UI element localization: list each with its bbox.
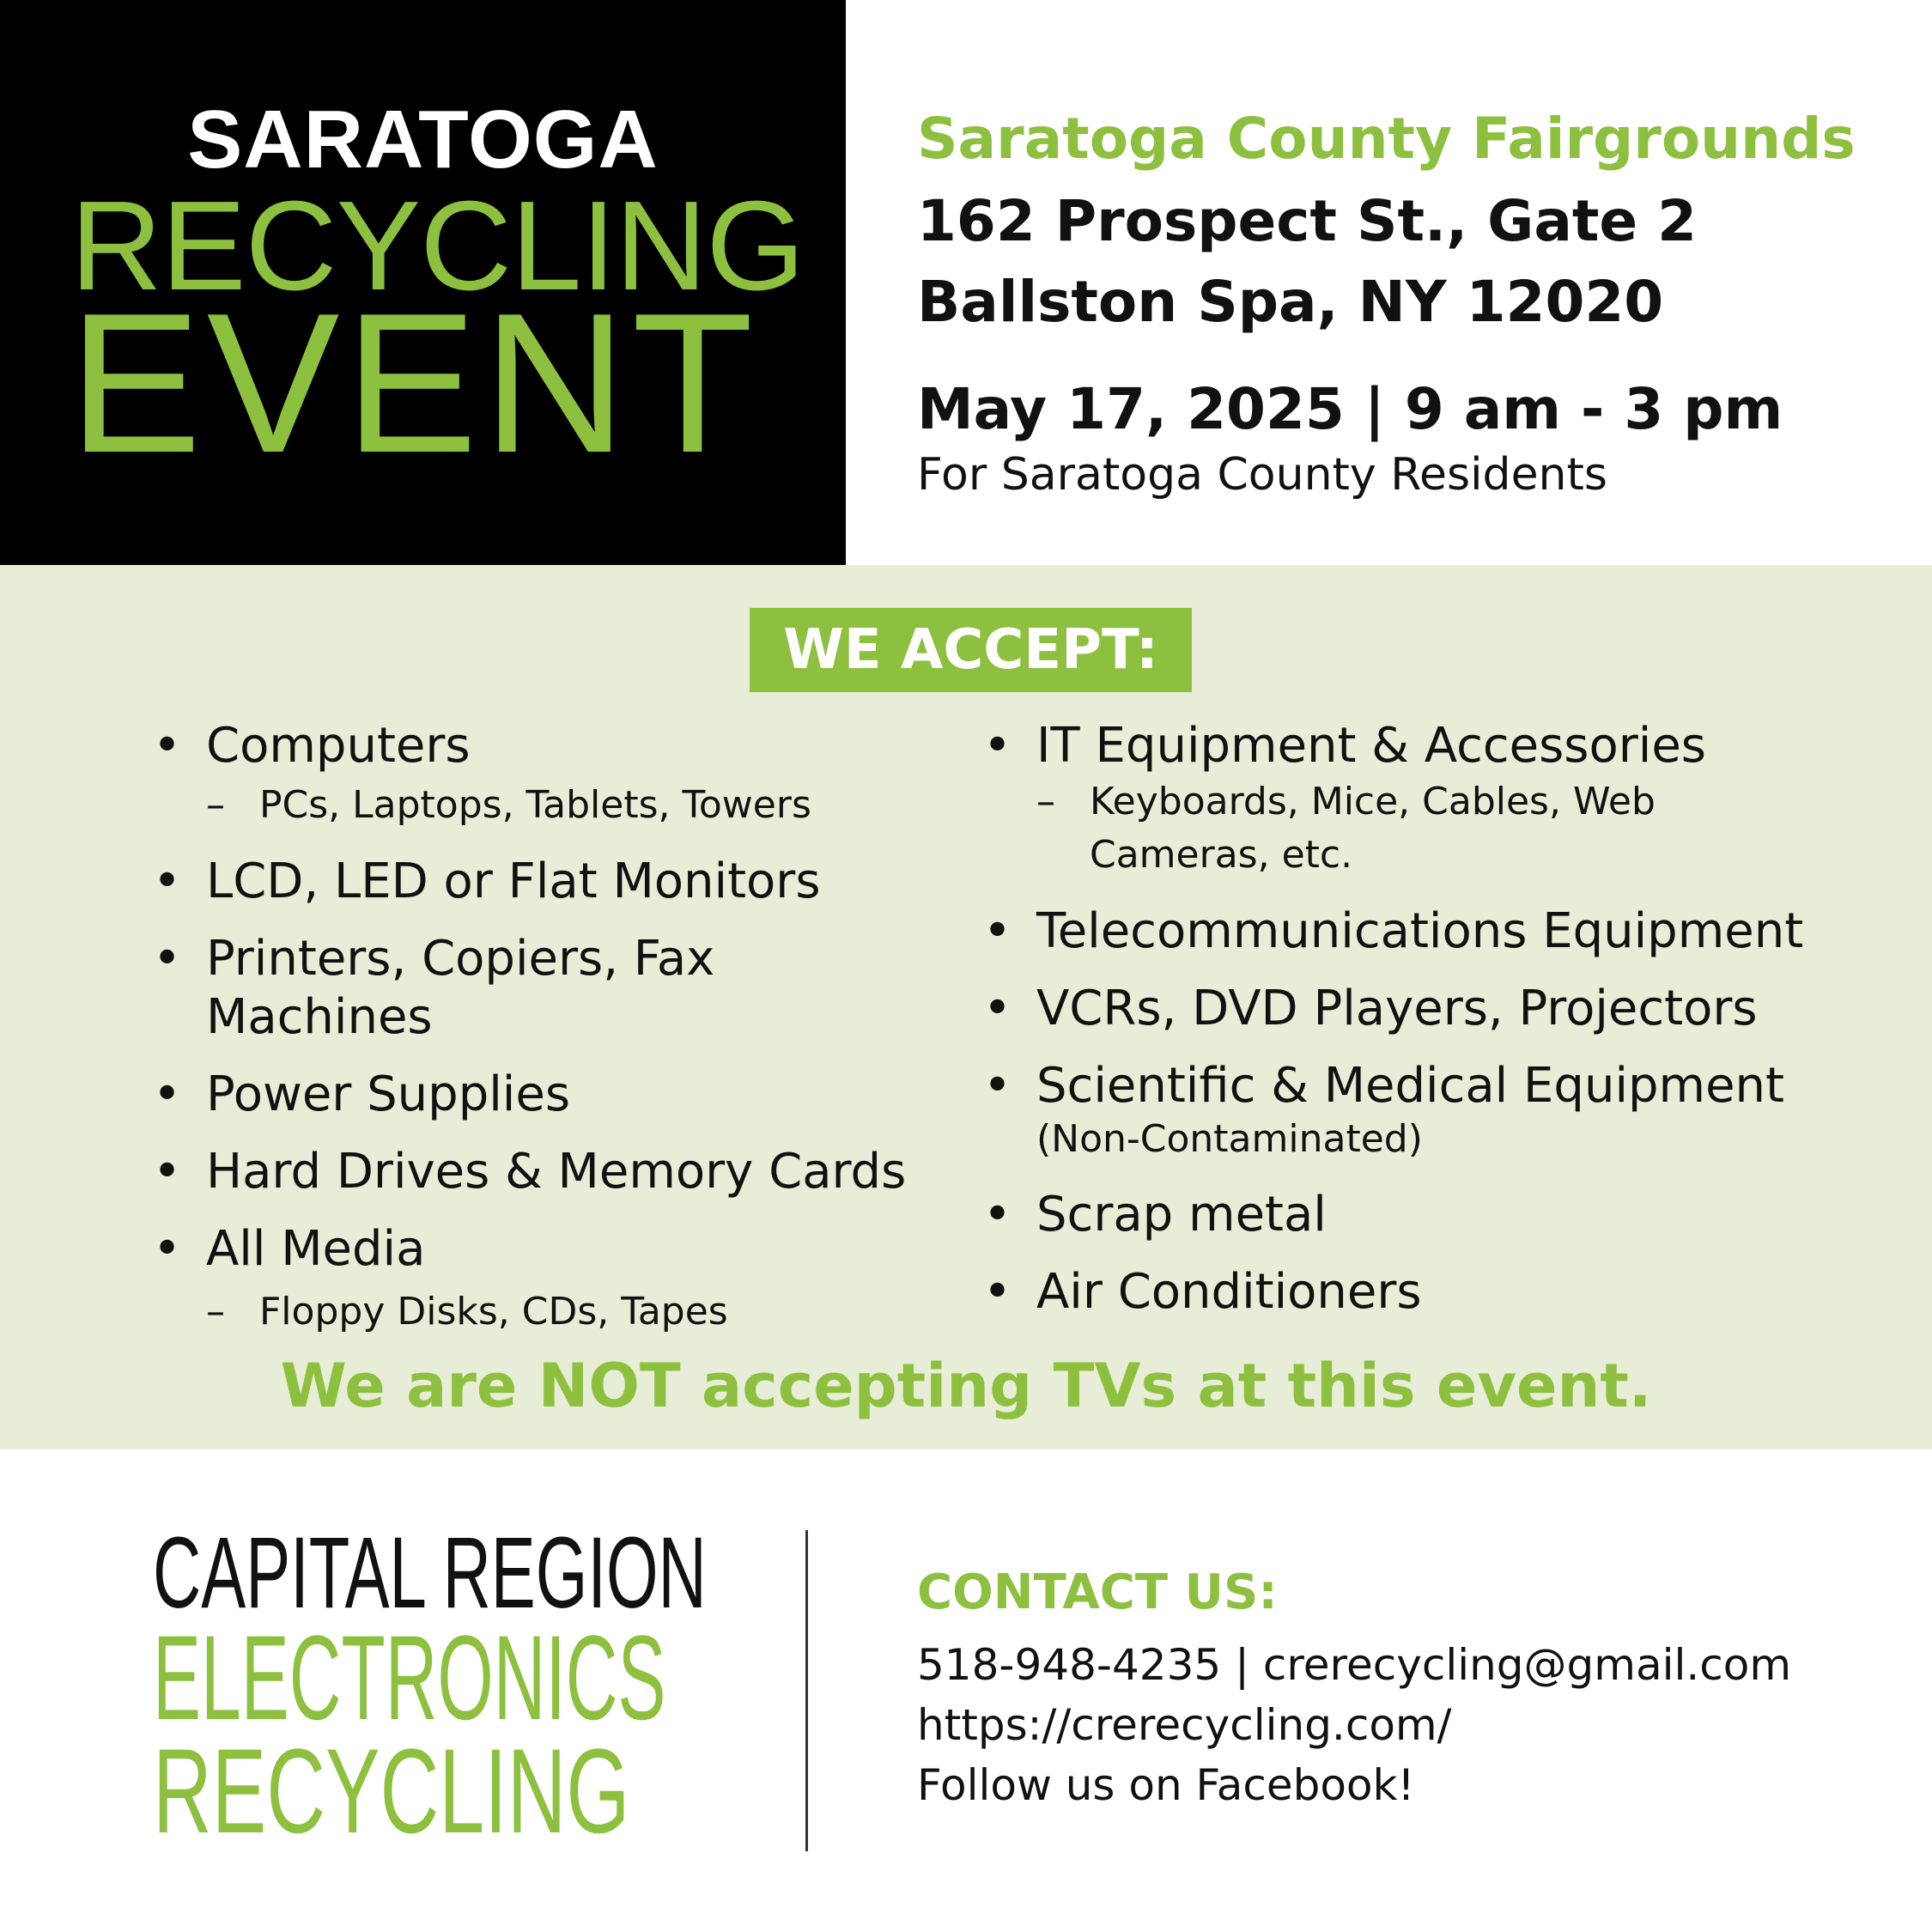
contact-website-link[interactable]: https://crerecycling.com/ bbox=[917, 1700, 1452, 1750]
notice-part1: We are bbox=[280, 1351, 538, 1421]
list-item bbox=[153, 1066, 951, 1124]
contact-facebook: Follow us on Facebook! bbox=[917, 1760, 1415, 1810]
bullet-icon: • bbox=[983, 903, 1012, 959]
subitem-label: Floppy Disks, CDs, Tapes bbox=[259, 1290, 728, 1334]
contact-heading: CONTACT US: bbox=[917, 1564, 1278, 1620]
event-venue: Saratoga County Fairgrounds bbox=[917, 106, 1856, 172]
event-date-time: May 17, 2025 | 9 am - 3 pm bbox=[917, 376, 1783, 442]
bullet-icon: • bbox=[983, 718, 1012, 774]
list-item bbox=[983, 980, 1885, 1038]
item-label: Scrap metal bbox=[1036, 1187, 1327, 1242]
contact-phone-email: 518-948-4235 | crerecycling@gmail.com bbox=[917, 1640, 1792, 1690]
bullet-icon: • bbox=[153, 1066, 182, 1122]
notice-part2: accepting TVs at this event. bbox=[680, 1351, 1652, 1421]
logo-capital-region: CAPITAL REGION bbox=[153, 1516, 707, 1630]
bullet-icon: • bbox=[153, 854, 182, 909]
list-subitem-continued bbox=[983, 829, 1885, 882]
list-subitem bbox=[153, 1285, 951, 1339]
title-recycling: RECYCLING bbox=[70, 175, 805, 317]
item-label: All Media bbox=[206, 1221, 426, 1277]
bullet-icon: • bbox=[983, 1058, 1012, 1114]
bullet-icon: • bbox=[153, 931, 182, 987]
accept-list-right bbox=[983, 717, 1885, 1321]
list-item bbox=[983, 1263, 1885, 1321]
list-item bbox=[153, 1143, 951, 1201]
item-note: (Non-Contaminated) bbox=[1036, 1117, 1423, 1161]
item-label: Air Conditioners bbox=[1036, 1264, 1422, 1320]
bullet-icon: • bbox=[983, 1187, 1012, 1242]
bullet-icon: • bbox=[983, 981, 1012, 1036]
list-subitem bbox=[153, 779, 951, 832]
item-label: IT Equipment & Accessories bbox=[1036, 718, 1706, 774]
subitem-label: PCs, Laptops, Tablets, Towers bbox=[259, 783, 811, 827]
bullet-icon: • bbox=[153, 1144, 182, 1200]
dash-icon: – bbox=[1036, 780, 1055, 823]
event-address-line1: 162 Prospect St., Gate 2 bbox=[917, 188, 1698, 254]
list-item bbox=[983, 1186, 1885, 1244]
subitem-label: Keyboards, Mice, Cables, Web bbox=[1090, 780, 1656, 823]
dash-icon: – bbox=[206, 1290, 225, 1334]
logo-electronics: ELECTRONICS bbox=[153, 1610, 666, 1745]
list-item bbox=[153, 1220, 951, 1279]
subitem-label: Cameras, etc. bbox=[1090, 833, 1353, 877]
we-accept-heading: WE ACCEPT: bbox=[750, 608, 1192, 692]
bullet-icon: • bbox=[983, 1264, 1012, 1320]
title-saratoga: SARATOGA bbox=[187, 94, 659, 185]
item-label: Printers, Copiers, Fax Machines bbox=[206, 931, 715, 1045]
list-item bbox=[153, 930, 951, 1047]
list-item bbox=[983, 1057, 1885, 1115]
item-label: Telecommunications Equipment bbox=[1036, 903, 1804, 959]
item-label: Scientific & Medical Equipment bbox=[1036, 1058, 1785, 1114]
dash-icon: – bbox=[206, 783, 225, 827]
list-item bbox=[983, 902, 1885, 961]
bullet-icon: • bbox=[153, 718, 182, 774]
event-audience: For Saratoga County Residents bbox=[917, 449, 1607, 501]
notice-emphasis: NOT bbox=[538, 1351, 681, 1421]
list-item bbox=[153, 717, 951, 775]
list-item bbox=[153, 853, 951, 911]
item-label: Computers bbox=[206, 718, 471, 774]
list-subitem bbox=[983, 775, 1885, 829]
title-event: EVENT bbox=[69, 272, 759, 495]
logo-recycling: RECYCLING bbox=[153, 1723, 630, 1858]
vertical-divider bbox=[805, 1530, 808, 1851]
item-label: Hard Drives & Memory Cards bbox=[206, 1144, 907, 1200]
item-label: LCD, LED or Flat Monitors bbox=[206, 854, 821, 909]
bullet-icon: • bbox=[153, 1221, 182, 1277]
accept-list-left bbox=[153, 717, 951, 1339]
list-item bbox=[983, 717, 1885, 775]
item-label: Power Supplies bbox=[206, 1066, 570, 1122]
not-accepting-notice bbox=[0, 1350, 1932, 1422]
event-address-line2: Ballston Spa, NY 12020 bbox=[917, 269, 1664, 335]
item-label: VCRs, DVD Players, Projectors bbox=[1036, 981, 1758, 1036]
